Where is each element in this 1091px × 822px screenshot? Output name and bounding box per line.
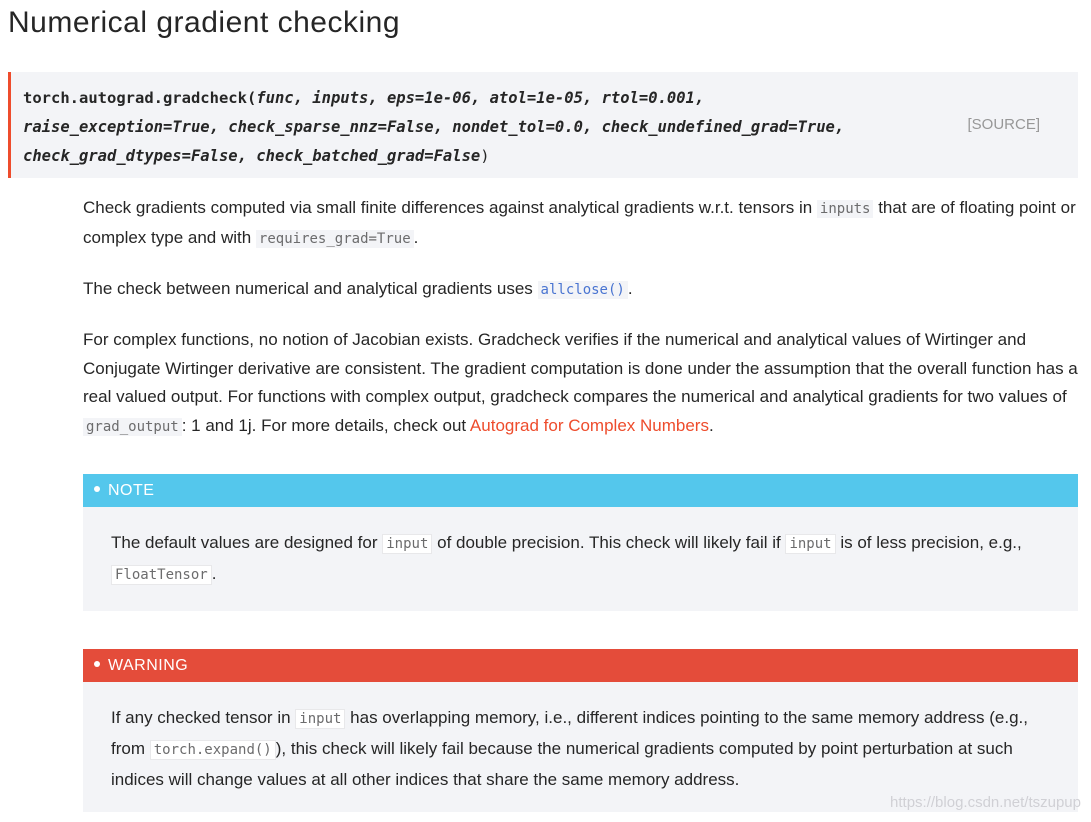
text: . xyxy=(708,415,714,435)
bullet-icon xyxy=(94,486,100,492)
inline-code: input xyxy=(382,534,432,554)
inline-code: grad_output xyxy=(83,418,182,436)
text: If any checked tensor in xyxy=(111,708,296,727)
inline-code: FloatTensor xyxy=(111,565,212,585)
signature-line-1 xyxy=(23,84,844,113)
note-body xyxy=(83,507,1078,590)
signature-line-2 xyxy=(23,113,844,142)
inline-code: input xyxy=(785,534,835,554)
text: . xyxy=(627,279,633,298)
warning-admonition xyxy=(83,649,1078,812)
text: . xyxy=(211,564,217,583)
description-paragraph-2 xyxy=(83,275,1078,305)
signature-closing: ) xyxy=(480,147,490,165)
description-paragraph-1 xyxy=(83,194,1078,253)
inline-code: torch.expand() xyxy=(150,740,276,760)
text: ), this check will likely fail because the numerical gradients computed by point perturbation at such indices will change values at all other indices that share the same memory address. xyxy=(111,739,1013,789)
text: . xyxy=(413,227,419,247)
text: The default values are designed for xyxy=(111,533,383,552)
text: has overlapping memory, i.e., different indices pointing to the same memory address (e.g., from xyxy=(111,708,1028,758)
description-paragraph-3 xyxy=(83,326,1078,441)
inline-code: inputs xyxy=(817,200,874,218)
signature-line-3 xyxy=(23,142,844,171)
note-admonition xyxy=(83,474,1078,611)
warning-header xyxy=(83,649,1078,682)
warning-body xyxy=(83,682,1078,794)
text: : 1 and 1j. For more details, check out xyxy=(181,415,470,435)
signature-params-2: raise_exception=True, check_sparse_nnz=False, nondet_tol=0.0, check_undefined_grad=True, xyxy=(23,118,845,136)
function-signature xyxy=(8,72,1078,178)
page-title: Numerical gradient checking xyxy=(8,6,401,39)
function-name: torch.autograd.gradcheck( xyxy=(23,89,257,107)
text: that are of floating point or complex type and with xyxy=(83,198,1076,247)
bullet-icon xyxy=(94,661,100,667)
text: is of less precision, e.g., xyxy=(835,533,1022,552)
text: The check between numerical and analytical gradients uses xyxy=(83,279,538,298)
watermark: https://blog.csdn.net/tszupup xyxy=(890,794,1081,811)
signature-params-1: func, inputs, eps=1e-06, atol=1e-05, rtol=0.001, xyxy=(256,89,705,107)
text: of double precision. This check will likely fail if xyxy=(432,533,786,552)
signature-params-3: check_grad_dtypes=False, check_batched_grad=False xyxy=(23,147,481,165)
autograd-complex-link[interactable]: Autograd for Complex Numbers xyxy=(469,415,709,435)
warning-label: WARNING xyxy=(108,657,189,674)
text: Check gradients computed via small finite differences against analytical gradients w.r.t. tensors in xyxy=(83,198,817,217)
inline-code: requires_grad=True xyxy=(256,230,414,248)
note-header xyxy=(83,474,1078,507)
source-link[interactable]: [SOURCE] xyxy=(967,116,1040,133)
inline-code: input xyxy=(295,709,345,729)
text: For complex functions, no notion of Jacobian exists. Gradcheck verifies if the numerical and analytical values of Wirtinger and Conjugate Wirtinger derivative are consistent. The gradient computation is done under the assumption that the overall function has a real valued output. For functions with complex output, gradcheck compares the numerical and analytical gradients for two values of xyxy=(83,330,1078,406)
note-label: NOTE xyxy=(108,482,155,499)
allclose-link[interactable]: allclose() xyxy=(538,281,628,299)
